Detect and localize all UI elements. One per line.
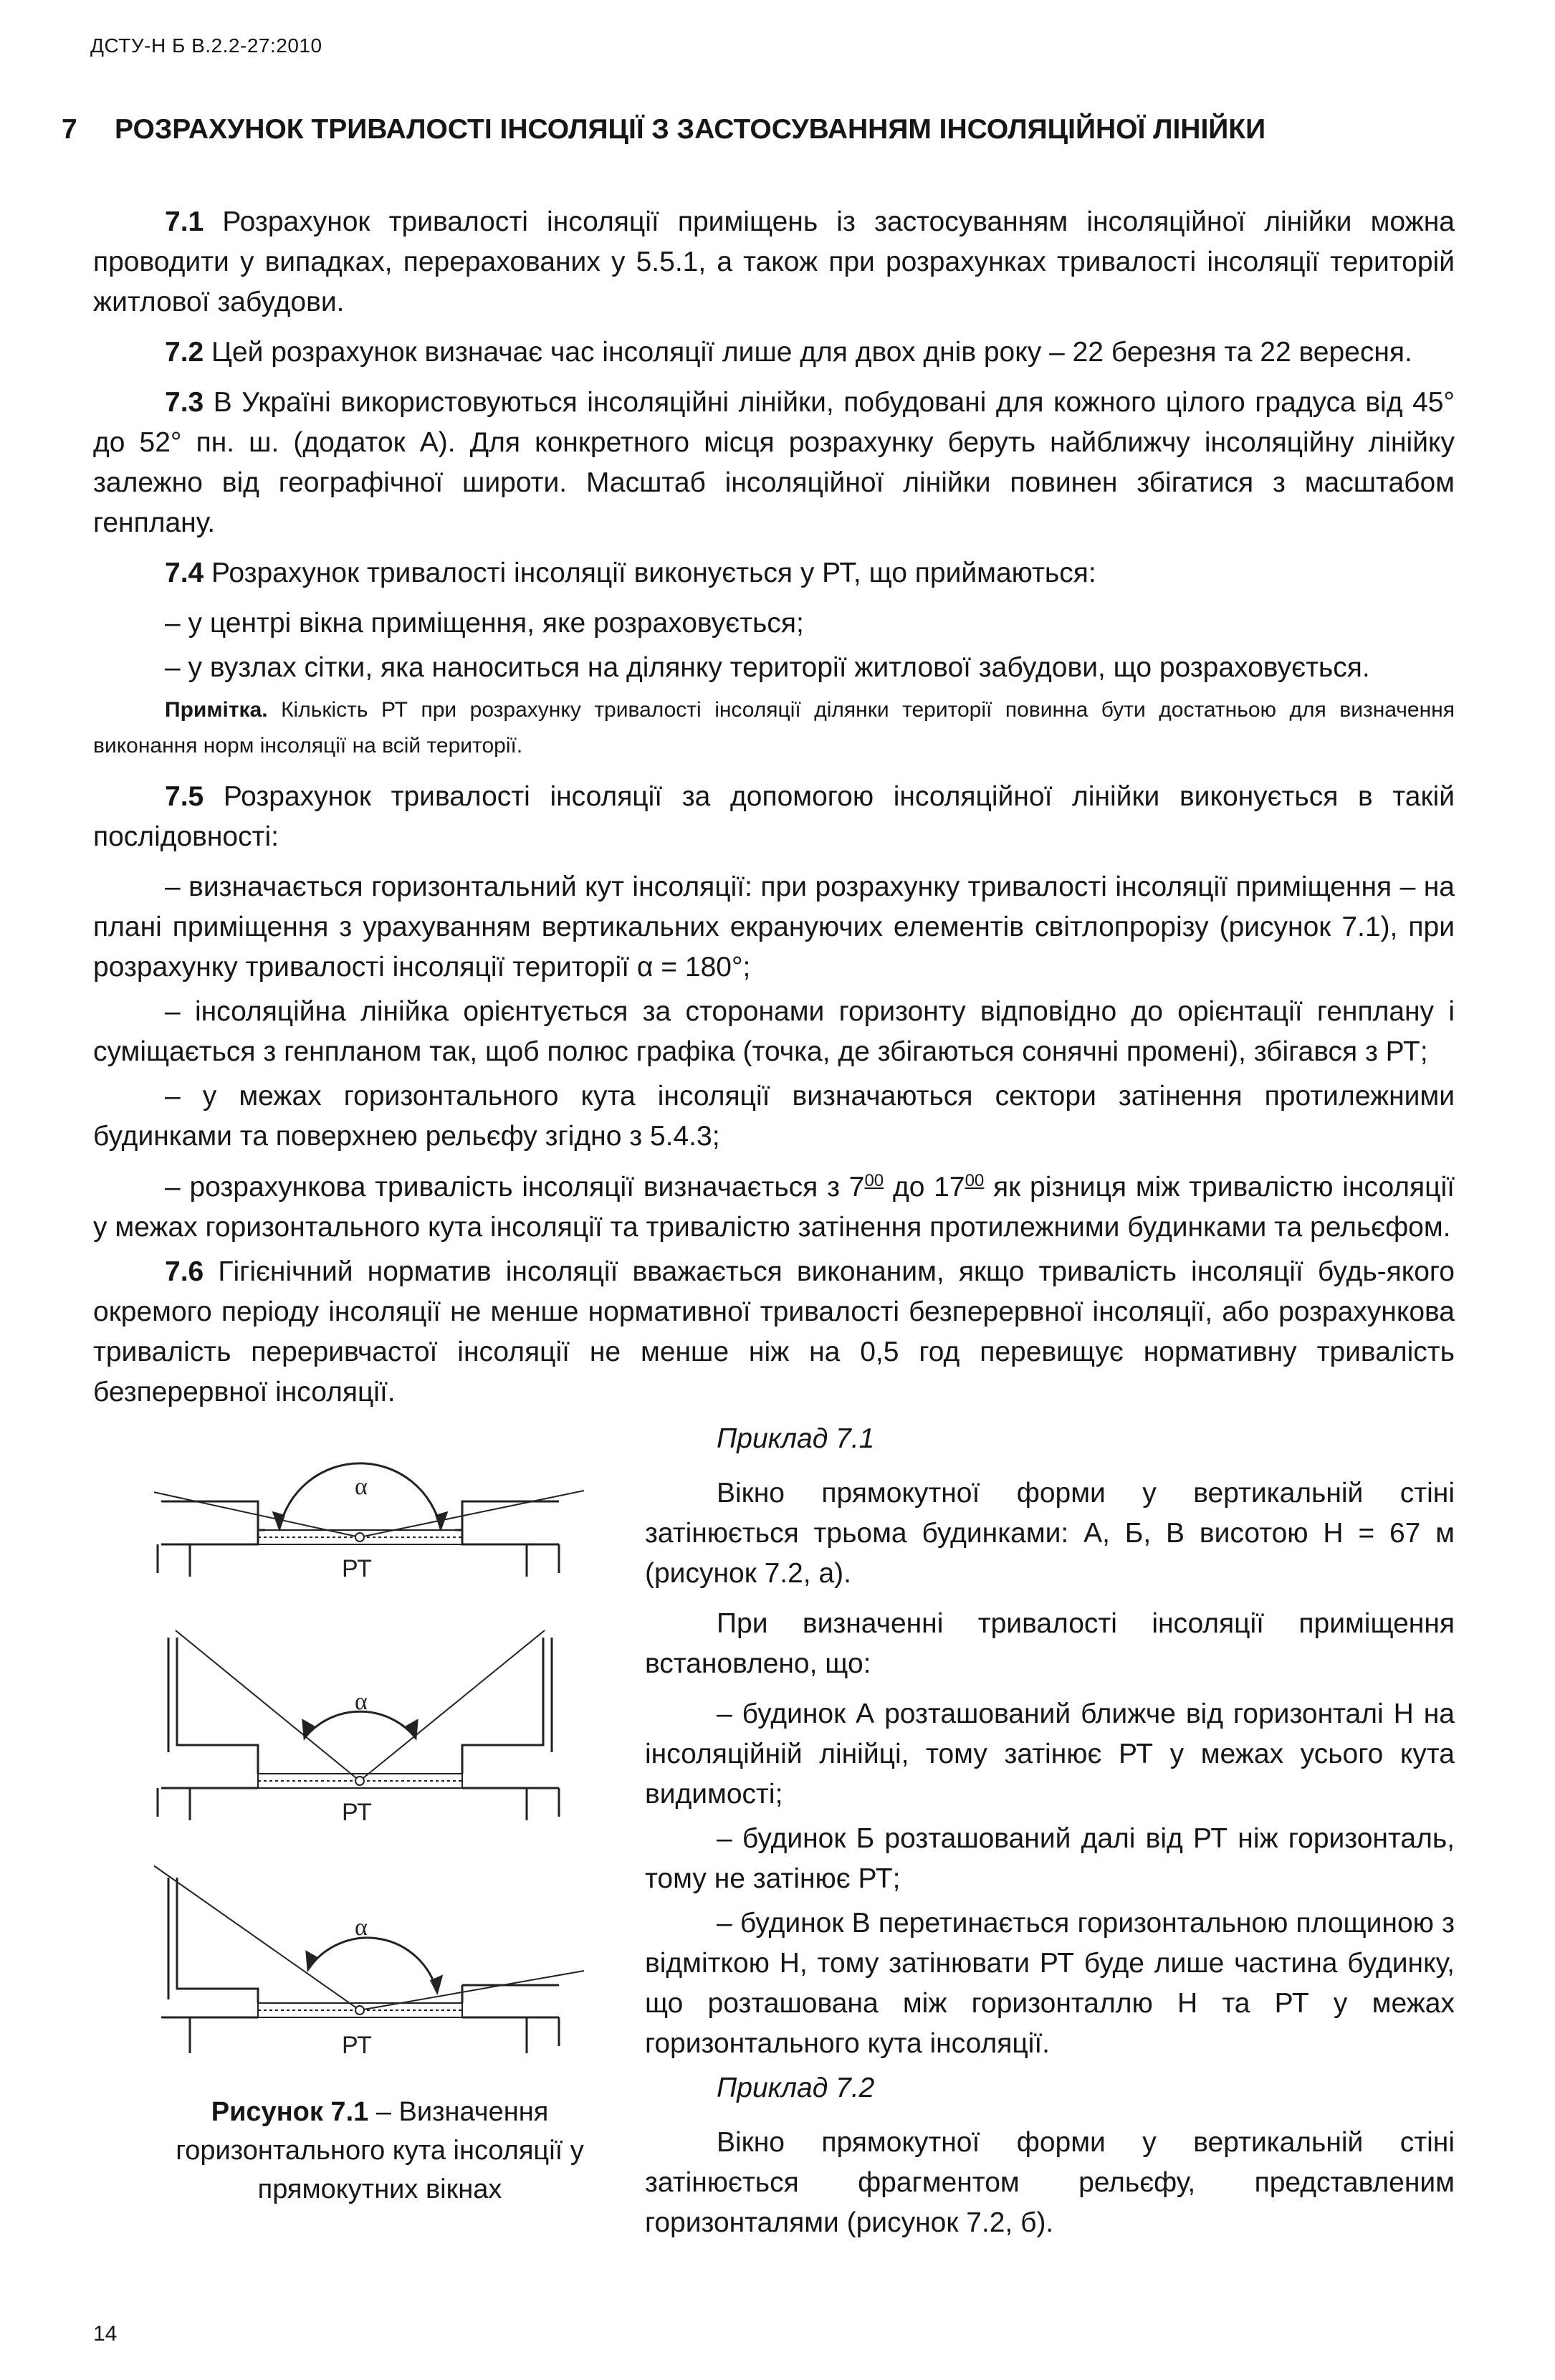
examples-column — [645, 1419, 1455, 2253]
paragraph-7-5 — [93, 777, 1455, 857]
example-paragraph: При визначенні тривалості інсоляції приміщення встановлено, що: — [645, 1608, 1455, 1679]
time-superscript: 00 — [965, 1171, 985, 1190]
window-diagram-c — [154, 1863, 584, 2059]
alpha-label: α — [355, 1473, 368, 1500]
paragraph-7-6 — [93, 1252, 1455, 1413]
figure-7-1 — [154, 1423, 606, 2082]
rt-label: РТ — [342, 2032, 372, 2059]
clause-number: 7.4 — [165, 558, 204, 588]
paragraph-7-2 — [93, 333, 1455, 373]
list-item: – у межах горизонтального кута інсоляції визначаються сектори затінення протилежними будинками та поверхнею рельєфу згідно з 5.4.3; — [93, 1081, 1455, 1152]
section-title-text: РОЗРАХУНОК ТРИВАЛОСТІ ІНСОЛЯЦІЇ З ЗАСТОСУВАННЯМ ІНСОЛЯЦІЙНОЇ ЛІНІЙКИ — [115, 114, 1266, 145]
clause-text: Цей розрахунок визначає час інсоляції лише для двох днів року – 22 березня та 22 вересня. — [204, 337, 1412, 368]
list-item: – у центрі вікна приміщення, яке розраховується; — [165, 608, 804, 639]
list-item: – інсоляційна лінійка орієнтується за сторонами горизонту відповідно до орієнтації генплану і суміщається з генпланом так, щоб полюс графіка (точка, де збігаються сонячні промені), збігався з РТ; — [93, 996, 1455, 1067]
main-text — [93, 202, 1455, 1423]
paragraph-7-4 — [93, 553, 1455, 593]
section-title — [62, 109, 1433, 150]
list-item: – будинок В перетинається горизонтальною площиною з відміткою Н, тому затінювати РТ буде лише частина будинку, що розташована між горизонталлю Н та РТ у межах горизонтального кута інсоляції. — [645, 1908, 1455, 2059]
clause-number: 7.1 — [165, 206, 204, 237]
figure-caption — [129, 2093, 631, 2209]
paragraph-7-3 — [93, 383, 1455, 543]
document-header: ДСТУ-Н Б В.2.2-27:2010 — [90, 34, 322, 57]
section-number: 7 — [62, 114, 77, 145]
rt-label: РТ — [342, 1555, 372, 1582]
page-number: 14 — [93, 2322, 118, 2346]
example-7-2-title: Приклад 7.2 — [717, 2073, 875, 2103]
list-text: як різниця між тривалістю інсоляції у межах горизонтального кута інсоляції та тривалістю затінення протилежними будинками та рельєфом. — [93, 1172, 1455, 1243]
clause-text: Гігієнічний норматив інсоляції вважається виконаним, якщо тривалість інсоляції будь-якого окремого періоду інсоляції не менше нормативної тривалості безперервної інсоляції, або розрахункова тривалість переривчастої інсоляції не менше ніж на 0,5 год перевищує нормативну тривалість безперервної інсоляції. — [93, 1256, 1455, 1408]
alpha-label: α — [355, 1688, 368, 1715]
list-item: – будинок Б розташований далі від РТ ніж горизонталь, тому не затінює РТ; — [645, 1823, 1455, 1894]
window-diagram-b — [158, 1630, 559, 1826]
alpha-label: α — [355, 1914, 368, 1941]
note-text: Кількість РТ при розрахунку тривалості інсоляції ділянки території повинна бути достатньою для визначення виконання норм інсоляції на всій території. — [93, 698, 1455, 758]
clause-text: Розрахунок тривалості інсоляції виконується у РТ, що приймаються: — [204, 558, 1096, 588]
rt-label: РТ — [342, 1799, 372, 1826]
example-7-1-title: Приклад 7.1 — [717, 1423, 875, 1454]
list-item: – у вузлах сітки, яка наноситься на ділянку території житлової забудови, що розраховується. — [165, 652, 1370, 683]
clause-number: 7.5 — [165, 781, 204, 812]
clause-number: 7.2 — [165, 337, 204, 368]
list-item: – будинок А розташований ближче від горизонталі Н на інсоляційній лінійці, тому затінює РТ у межах усього кута видимості; — [645, 1698, 1455, 1810]
time-superscript: 00 — [864, 1171, 884, 1190]
window-diagram-a — [154, 1463, 584, 1582]
clause-text: Розрахунок тривалості інсоляції за допомогою інсоляційної лінійки виконується в такій послідовності: — [93, 781, 1455, 852]
note — [93, 692, 1455, 764]
list-item — [93, 1161, 1455, 1248]
list-text: до 17 — [884, 1172, 965, 1203]
figure-diagram — [154, 1423, 606, 2082]
example-paragraph: Вікно прямокутної форми у вертикальній стіні затінюється фрагментом рельєфу, представленим горизонталями (рисунок 7.2, б). — [645, 2127, 1455, 2238]
paragraph-7-1 — [93, 202, 1455, 322]
note-label: Примітка. — [165, 698, 268, 722]
clause-number: 7.6 — [165, 1256, 204, 1287]
list-item: – визначається горизонтальний кут інсоляції: при розрахунку тривалості інсоляції приміщення – на плані приміщення з урахуванням вертикальних екрануючих елементів світлопрорізу (рисунок 7.1), при розрахунку тривалості інсоляції території α = 180°; — [93, 871, 1455, 983]
list-text: – розрахункова тривалість інсоляції визначається з 7 — [165, 1172, 865, 1203]
clause-text: В Україні використовуються інсоляційні лінійки, побудовані для кожного цілого градуса від 45° до 52° пн. ш. (додаток А). Для конкретного місця розрахунку беруть найближчу інсоляційну лінійку залежно від географічної широти. Масштаб інсоляційної лінійки повинен збігатися з масштабом генплану. — [93, 387, 1455, 538]
caption-label: Рисунок 7.1 — [211, 2097, 369, 2127]
example-paragraph: Вікно прямокутної форми у вертикальній стіні затінюється трьома будинками: А, Б, В висотою Н = 67 м (рисунок 7.2, а). — [645, 1478, 1455, 1589]
caption-text: – Визначення горизонтального кута інсоляції у прямокутних вікнах — [176, 2097, 584, 2204]
clause-number: 7.3 — [165, 387, 204, 418]
clause-text: Розрахунок тривалості інсоляції приміщень із застосуванням інсоляційної лінійки можна проводити у випадках, перерахованих у 5.5.1, а також при розрахунках тривалості інсоляції територій житлової забудови. — [93, 206, 1455, 317]
